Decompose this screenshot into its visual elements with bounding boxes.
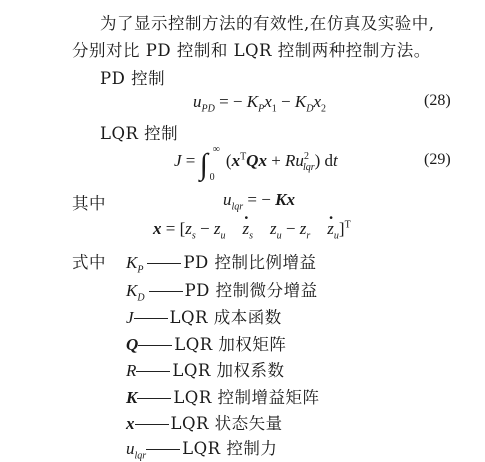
definition-kp: $K_P$ PD 控制比例增益 [126,253,317,276]
definition-q: Q LQR 加权矩阵 [126,335,287,354]
definition-r-text: LQR 加权系数 [172,361,285,380]
definition-x-text: LQR 状态矢量 [170,414,283,433]
formula-label: 式中 [72,253,106,272]
where-label: 其中 [72,194,106,213]
paragraph-line-2: 分别对比 PD 控制和 LQR 控制两种控制方法。 [72,41,431,60]
definition-q-text: LQR 加权矩阵 [174,335,287,354]
equation-number-28: (28) [424,92,451,109]
definition-kd: $K_D$ PD 控制微分增益 [126,281,318,304]
definition-k-text: LQR 控制增益矩阵 [173,388,320,407]
definition-x: x LQR 状态矢量 [126,414,283,433]
definition-j: J LQR 成本函数 [126,308,282,327]
pd-equation: $u_{PD}$ = − $K_Px_1 - K_Dx_2$ [193,92,326,115]
definition-kd-text: PD 控制微分增益 [184,281,318,300]
equation-number-29: (29) [424,151,451,168]
paragraph-line-1: 为了显示控制方法的有效性,在仿真及实验中, [100,14,435,33]
lqr-heading: LQR 控制 [100,124,179,143]
definition-ulqr-text: LQR 控制力 [182,439,278,458]
definition-k: K LQR 控制增益矩阵 [126,388,320,407]
lqr-cost-equation: J = ∫ ∞ 0 $(x^TQx + Ru^2_{lqr})$ dt [174,144,338,183]
pd-heading: PD 控制 [100,69,166,88]
definition-r: R LQR 加权系数 [126,361,285,380]
control-law-equation: $u_{lqr}$ = − Kx [223,190,295,213]
definition-kp-text: PD 控制比例增益 [183,253,317,272]
definition-ulqr: $u_{lqr}$ LQR 控制力 [126,439,278,462]
definition-j-text: LQR 成本函数 [169,308,282,327]
state-vector-equation: $x = [z_s - z_u$ · $z_s$ $z_u - z_r$ · $z_u]^T$ [153,219,351,239]
